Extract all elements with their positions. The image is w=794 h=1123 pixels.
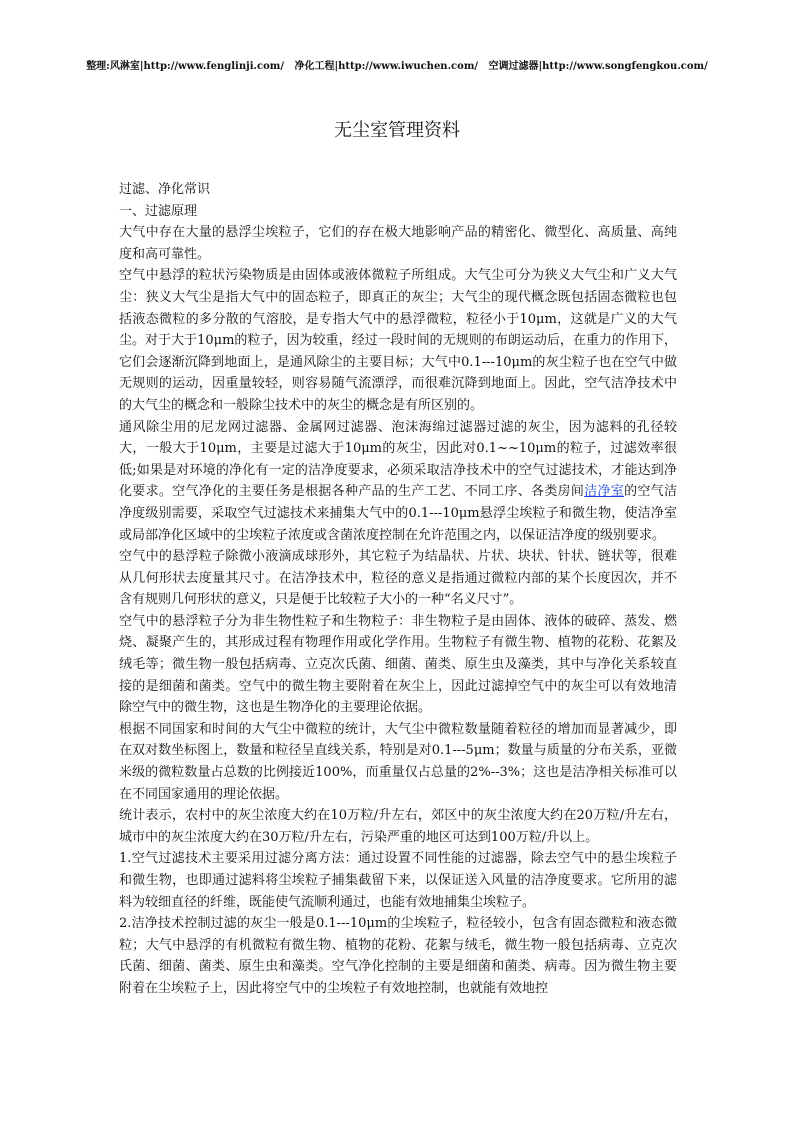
section-heading: 过滤、净化常识 — [119, 182, 211, 197]
paragraph-6: 根据不同国家和时间的大气尘中微粒的统计，大气尘中微粒数量随着粒径的增加而显著减少，即在双对数坐标图上，数量和粒径呈直线关系，特别是对0.1---5μm；数量与质量的分布关系，亚微米级的微粒数量占总数的比例接近100%，而重量仅占总量的2%--3%；这也是洁净相关标准可以在不同国家通用的理论依据。 — [119, 721, 677, 802]
page-header: 整理:风淋室|http://www.fenglinji.com/ 净化工程|http://www.iwuchen.com/ 空调过滤器|http://www.songfengkou.com/ — [86, 61, 708, 72]
document-body — [119, 179, 677, 1000]
cleanroom-link[interactable]: 洁净室 — [584, 484, 625, 500]
header-prefix: 整理: — [86, 61, 110, 72]
paragraph-3 — [119, 417, 677, 547]
header-link-iwuchen[interactable]: http://www.iwuchen.com/ — [338, 61, 479, 72]
paragraph-1: 大气中存在大量的悬浮尘埃粒子，它们的存在极大地影响产品的精密化、微型化、高质量、高纯度和高可靠性。 — [119, 225, 677, 262]
paragraph-2: 空气中悬浮的粒状污染物质是由固体或液体微粒子所组成。大气尘可分为狭义大气尘和广义大气尘：狭义大气尘是指大气中的固态粒子，即真正的灰尘；大气尘的现代概念既包括固态微粒也包括液态微粒的多分散的气溶胶，是专指大气中的悬浮微粒，粒径小于10μm，这就是广义的大气尘。对于大于10μm的粒子，因为较重，经过一段时间的无规则的布朗运动后，在重力的作用下，它们会逐渐沉降到地面上，是通风除尘的主要目标；大气中0.1---10μm的灰尘粒子也在空气中做无规则的运动，因重量较轻，则容易随气流漂浮，而很难沉降到地面上。因此，空气洁净技术中的大气尘的概念和一般除尘技术中的灰尘的概念是有所区别的。 — [119, 268, 677, 413]
paragraph-3-text-b: 的空气洁净度级别需要，采取空气过滤技术来捕集大气中的0.1---10μm悬浮尘埃粒子和微生物，使洁净室或局部净化区域中的尘埃粒子浓度或含菌浓度控制在允许范围之内，以保证洁净度的级别要求。 — [119, 484, 677, 543]
paragraph-9: 2.洁净技术控制过滤的灰尘一般是0.1---10μm的尘埃粒子，粒径较小，包含有固态微粒和液态微粒；大气中悬浮的有机微粒有微生物、植物的花粉、花絮与绒毛，微生物一般包括病毒、立克次氏菌、细菌、菌类、原生虫和藻类。空气净化控制的主要是细菌和菌类、病毒。因为微生物主要附着在尘埃粒子上，因此将空气中的尘埃粒子有效地控制，也就能有效地控 — [119, 916, 677, 996]
header-site2-name: 净化工程 — [294, 61, 335, 72]
paragraph-5: 空气中的悬浮粒子分为非生物性粒子和生物粒子：非生物粒子是由固体、液体的破碎、蒸发、燃烧、凝聚产生的，其形成过程有物理作用或化学作用。生物粒子有微生物、植物的花粉、花絮及绒毛等；微生物一般包括病毒、立克次氏菌、细菌、菌类、原生虫及藻类，其中与净化关系较直接的是细菌和菌类。空气中的微生物主要附着在灰尘上，因此过滤掉空气中的灰尘可以有效地清除空气中的微生物，这也是生物净化的主要理论依据。 — [119, 613, 677, 716]
paragraph-7: 统计表示，农村中的灰尘浓度大约在10万粒/升左右，郊区中的灰尘浓度大约在20万粒/升左右，城市中的灰尘浓度大约在30万粒/升左右，污染严重的地区可达到100万粒/升以上。 — [119, 808, 677, 845]
paragraph-3-text-a: 通风除尘用的尼龙网过滤器、金属网过滤器、泡沫海绵过滤器过滤的灰尘，因为滤料的孔径较大，一般大于10μm，主要是过滤大于10μm的灰尘，因此对0.1~~10μm的粒子，过滤效率很低;如果是对环境的净化有一定的洁净度要求，必须采取洁净技术中的空气过滤技术，才能达到净化要求。空气净化的主要任务是根据各种产品的生产工艺、不同工序、各类房间 — [119, 419, 677, 500]
subsection-heading: 一、过滤原理 — [119, 203, 198, 219]
header-link-songfengkou[interactable]: http://www.songfengkou.com/ — [542, 61, 708, 72]
header-site1-name: 风淋室 — [109, 61, 140, 72]
paragraph-4: 空气中的悬浮粒子除微小液滴成球形外，其它粒子为结晶状、片状、块状、针状、链状等，很难从几何形状去度量其尺寸。在洁净技术中，粒径的意义是指通过微粒内部的某个长度因次，并不含有规则几何形状的意义，只是便于比较粒子大小的一种“名义尺寸”。 — [119, 549, 677, 608]
header-site3-name: 空调过滤器 — [488, 61, 539, 72]
paragraph-8: 1.空气过滤技术主要采用过滤分离方法：通过设置不同性能的过滤器，除去空气中的悬尘埃粒子和微生物，也即通过滤料将尘埃粒子捕集截留下来，以保证送入风量的洁净度要求。它所用的滤料为较细直径的纤维，既能使气流顺利通过，也能有效地捕集尘埃粒子。 — [119, 851, 677, 910]
header-link-fenglinji[interactable]: http://www.fenglinji.com/ — [143, 61, 285, 72]
document-title: 无尘室管理资料 — [334, 120, 460, 142]
